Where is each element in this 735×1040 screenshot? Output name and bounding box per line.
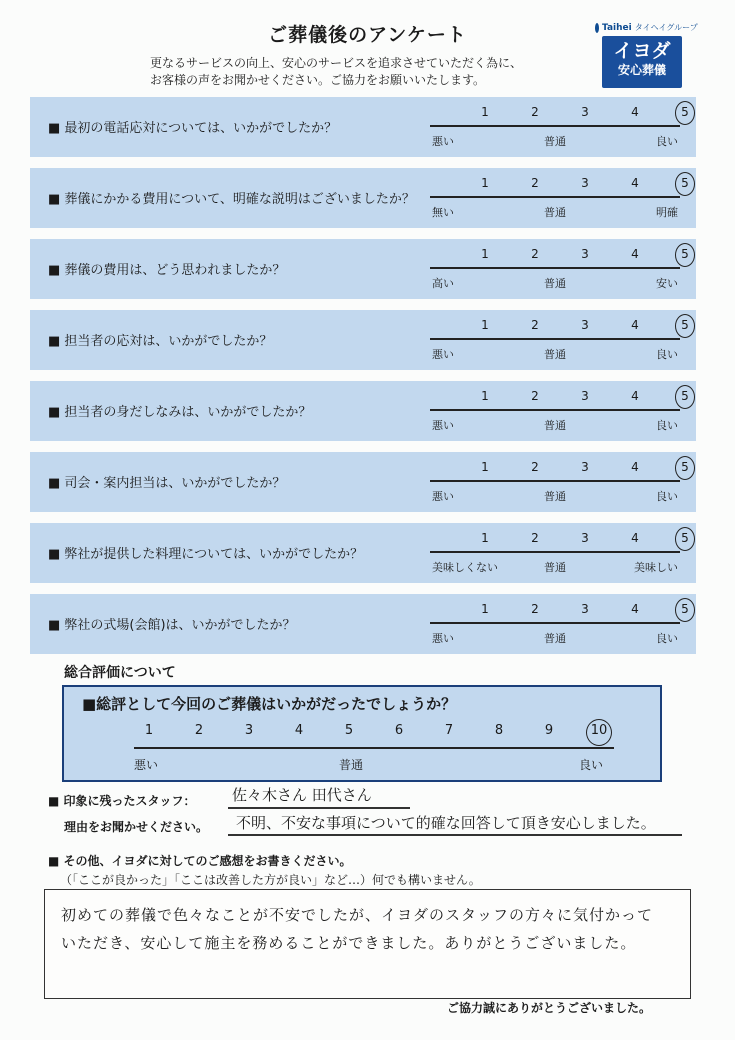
rating-option[interactable]: 5: [681, 460, 689, 474]
scale-line: [134, 747, 614, 749]
staff-value[interactable]: 佐々木さん 田代さん: [232, 786, 372, 804]
rating-option[interactable]: 3: [581, 176, 589, 190]
question-row: [30, 381, 696, 441]
rating-option[interactable]: 4: [631, 460, 639, 474]
rating-option[interactable]: 4: [631, 318, 639, 332]
rating-option[interactable]: 5: [681, 531, 689, 545]
comment-line-2: いただき、安心して施主を務めることができました。ありがとうございました。: [61, 934, 637, 952]
scale-label-high: 良い: [579, 758, 604, 772]
rating-option[interactable]: 1: [481, 176, 489, 190]
overall-scale: [134, 720, 614, 775]
rating-scale: [430, 245, 689, 295]
logo-box: [602, 36, 682, 88]
rating-scale: [430, 600, 689, 650]
selected-circle: [675, 243, 695, 267]
overall-rating-option[interactable]: 7: [444, 723, 454, 738]
reason-underline: [228, 834, 682, 836]
scale-line: [430, 196, 680, 198]
overall-selected-circle: [586, 719, 612, 746]
brand-mark-icon: [595, 23, 599, 33]
question-row: [30, 523, 696, 583]
brand-row: [595, 22, 698, 33]
scale-label-mid: 普通: [544, 206, 566, 219]
rating-option[interactable]: 5: [681, 389, 689, 403]
overall-heading: 総合評価について: [64, 665, 176, 681]
scale-label-high: 良い: [656, 632, 678, 645]
rating-option[interactable]: 1: [481, 389, 489, 403]
question-text: ■ 司会・案内担当は、いかがでしたか？: [48, 476, 286, 491]
scale-label-low: 美味しくない: [432, 561, 498, 574]
overall-rating-option[interactable]: 10: [590, 723, 608, 738]
question-text: ■ 弊社の式場(会館)は、いかがでしたか？: [48, 618, 296, 633]
selected-circle: [675, 172, 695, 196]
scale-line: [430, 267, 680, 269]
question-row: [30, 452, 696, 512]
rating-scale: [430, 174, 689, 224]
scale-label-high: 良い: [656, 348, 678, 361]
scale-label-high: 良い: [656, 419, 678, 432]
scale-line: [430, 125, 680, 127]
page-title: ご葬儀後のアンケート: [268, 24, 467, 46]
question-text: ■ 担当者の応対は、いかがでしたか？: [48, 334, 273, 349]
comment-line-1: 初めての葬儀で色々なことが不安でしたが、イヨダのスタッフの方々に気付かって: [61, 906, 654, 924]
brand-group: タイヘイグループ: [634, 23, 698, 32]
scale-label-high: 良い: [656, 490, 678, 503]
overall-rating-option[interactable]: 5: [344, 723, 354, 738]
comments-hint: （「ここが良かった」「ここは改善した方が良い」など…）何でも構いません。: [60, 873, 481, 887]
question-text: ■ 弊社が提供した料理については、いかがでしたか？: [48, 547, 364, 562]
rating-scale: [430, 387, 689, 437]
brand-name: Taihei: [602, 22, 632, 33]
intro-line-2: お客様の声をお聞かせください。ご協力をお願いいたします。: [150, 73, 486, 87]
comments-label: ■ その他、イヨダに対してのご感想をお書きください。: [48, 854, 352, 868]
overall-rating-option[interactable]: 3: [244, 723, 254, 738]
rating-option[interactable]: 3: [581, 318, 589, 332]
rating-option[interactable]: 5: [681, 247, 689, 261]
reason-label: 理由をお聞かせください。: [64, 820, 209, 834]
scale-label-mid: 普通: [544, 135, 566, 148]
rating-option[interactable]: 1: [481, 460, 489, 474]
staff-label: ■ 印象に残ったスタッフ：: [48, 794, 196, 808]
rating-option[interactable]: 2: [531, 389, 539, 403]
scale-label-mid: 普通: [544, 561, 566, 574]
rating-option[interactable]: 5: [681, 602, 689, 616]
scale-label-low: 無い: [432, 206, 454, 219]
rating-option[interactable]: 1: [481, 105, 489, 119]
rating-option[interactable]: 4: [631, 247, 639, 261]
scale-label-low: 悪い: [134, 758, 159, 772]
scale-label-mid: 普通: [544, 277, 566, 290]
question-row: [30, 97, 696, 157]
scale-label-mid: 普通: [544, 632, 566, 645]
rating-option[interactable]: 2: [531, 247, 539, 261]
rating-option[interactable]: 4: [631, 176, 639, 190]
scale-label-low: 悪い: [432, 135, 454, 148]
selected-circle: [675, 101, 695, 125]
question-row: [30, 168, 696, 228]
scale-line: [430, 551, 680, 553]
scale-label-mid: 普通: [339, 758, 364, 772]
rating-option[interactable]: 1: [481, 602, 489, 616]
rating-option[interactable]: 2: [531, 602, 539, 616]
rating-option[interactable]: 2: [531, 531, 539, 545]
rating-option[interactable]: 1: [481, 531, 489, 545]
comment-box[interactable]: [44, 889, 691, 999]
rating-option[interactable]: 3: [581, 389, 589, 403]
question-text: ■ 葬儀の費用は、どう思われましたか？: [48, 263, 286, 278]
rating-scale: [430, 529, 689, 579]
rating-option[interactable]: 5: [681, 176, 689, 190]
question-row: [30, 239, 696, 299]
scale-label-mid: 普通: [544, 419, 566, 432]
overall-rating-option[interactable]: 6: [394, 723, 404, 738]
rating-option[interactable]: 5: [681, 105, 689, 119]
question-text: ■ 担当者の身だしなみは、いかがでしたか？: [48, 405, 312, 420]
question-text: ■ 葬儀にかかる費用について、明確な説明はございましたか？: [48, 192, 415, 207]
rating-option[interactable]: 2: [531, 318, 539, 332]
rating-option[interactable]: 3: [581, 105, 589, 119]
rating-option[interactable]: 3: [581, 247, 589, 261]
question-row: [30, 310, 696, 370]
logo-name: イヨダ: [613, 40, 671, 62]
intro-text: [150, 55, 522, 89]
selected-circle: [675, 527, 695, 551]
scale-label-high: 明確: [656, 206, 678, 219]
rating-option[interactable]: 4: [631, 389, 639, 403]
scale-line: [430, 409, 680, 411]
scale-line: [430, 338, 680, 340]
rating-option[interactable]: 5: [681, 318, 689, 332]
scale-label-high: 良い: [656, 135, 678, 148]
logo-tagline: 安心葬儀: [617, 63, 666, 77]
scale-label-mid: 普通: [544, 490, 566, 503]
scale-label-high: 美味しい: [634, 561, 678, 574]
question-row: [30, 594, 696, 654]
overall-rating-option[interactable]: 4: [294, 723, 304, 738]
rating-option[interactable]: 1: [481, 318, 489, 332]
rating-option[interactable]: 2: [531, 460, 539, 474]
rating-scale: [430, 103, 689, 153]
scale-label-low: 悪い: [432, 419, 454, 432]
rating-option[interactable]: 1: [481, 247, 489, 261]
rating-scale: [430, 316, 689, 366]
rating-option[interactable]: 2: [531, 176, 539, 190]
thanks-text: ご協力誠にありがとうございました。: [447, 1001, 652, 1015]
reason-value[interactable]: 不明、不安な事項について的確な回答して頂き安心しました。: [236, 814, 656, 832]
selected-circle: [675, 385, 695, 409]
scale-label-low: 悪い: [432, 490, 454, 503]
selected-circle: [675, 456, 695, 480]
scale-line: [430, 622, 680, 624]
scale-label-low: 悪い: [432, 348, 454, 361]
rating-option[interactable]: 3: [581, 602, 589, 616]
rating-option[interactable]: 3: [581, 531, 589, 545]
scale-label-high: 安い: [656, 277, 678, 290]
rating-option[interactable]: 4: [631, 105, 639, 119]
rating-option[interactable]: 3: [581, 460, 589, 474]
rating-option[interactable]: 4: [631, 531, 639, 545]
question-text: ■ 最初の電話応対については、いかがでしたか？: [48, 121, 338, 136]
rating-scale: [430, 458, 689, 508]
overall-rating-option[interactable]: 9: [544, 723, 554, 738]
company-logo: [595, 22, 698, 94]
overall-rating-option[interactable]: 8: [494, 723, 504, 738]
rating-option[interactable]: 2: [531, 105, 539, 119]
scale-label-low: 高い: [432, 277, 454, 290]
overall-rating-option[interactable]: 1: [144, 723, 154, 738]
staff-underline: [228, 807, 410, 809]
scale-label-mid: 普通: [544, 348, 566, 361]
overall-question: ■総評として今回のご葬儀はいかがだったでしょうか？: [82, 695, 457, 713]
overall-rating-option[interactable]: 2: [194, 723, 204, 738]
overall-box: [62, 685, 662, 782]
scale-line: [430, 480, 680, 482]
selected-circle: [675, 314, 695, 338]
selected-circle: [675, 598, 695, 622]
scale-label-low: 悪い: [432, 632, 454, 645]
rating-option[interactable]: 4: [631, 602, 639, 616]
intro-line-1: 更なるサービスの向上、安心のサービスを追求させていただく為に、: [150, 56, 523, 70]
